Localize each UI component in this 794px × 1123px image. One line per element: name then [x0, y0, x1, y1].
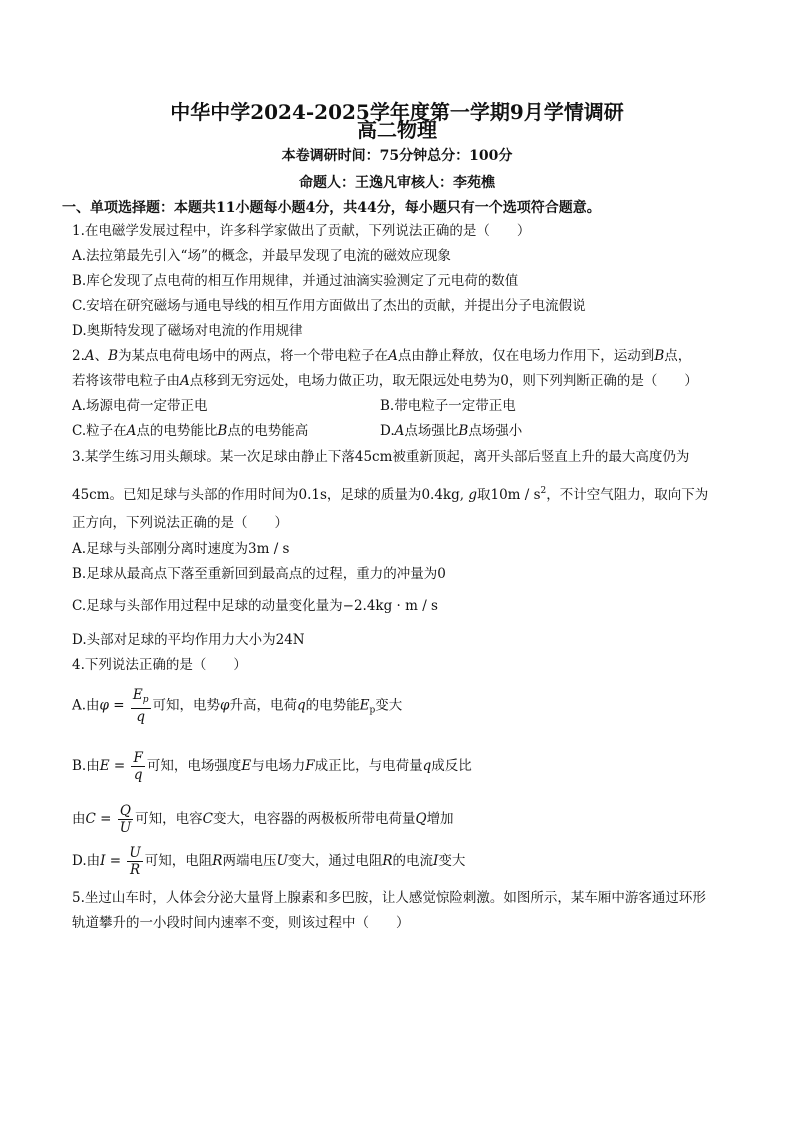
q4-option-a: A.由φ = $\frac{E_p}{q}$ 可知，电势φ升高，电荷q的电势能$E_p$变大	[72, 687, 403, 725]
q1-option-b: B.库仑发现了点电荷的相互作用规律，并通过油滴实验测定了元电荷的数值	[72, 273, 519, 289]
section-1-heading: 一、单项选择题：本题共11小题每小题4分，共44分，每小题只有一个选项符合题意。	[62, 200, 601, 216]
q2-stem-line2: 若将该带电粒子由A点移到无穷远处，电场力做正功，取无限远处电势为0，则下列判断正确的是（ ）	[72, 373, 698, 389]
time-score-info: 本卷调研时间：75分钟总分：100分	[281, 148, 513, 164]
q1-stem: 1.在电磁学发展过程中，许多科学家做出了贡献，下列说法正确的是（ ）	[72, 223, 531, 239]
q4-option-c: 由C = $\frac{Q}{U}$ 可知，电容C变大，电容器的两极板所带电荷量Q增加	[72, 803, 454, 836]
q1-option-d: D.奥斯特发现了磁场对电流的作用规律	[72, 323, 303, 339]
q2-option-a: A.场源电荷一定带正电	[72, 398, 208, 414]
exam-title: 中华中学2024-2025学年度第一学期9月学情调研	[170, 100, 624, 124]
q1-option-a: A.法拉第最先引入“场”的概念，并最早发现了电流的磁效应现象	[72, 248, 451, 264]
q3-stem-line2: 45cm。已知足球与头部的作用时间为0.1s，足球的质量为0.4kg, g取$10m / s^2$，不计空气阻力，取向下为	[72, 486, 709, 503]
q4-stem: 4.下列说法正确的是（ ）	[72, 657, 247, 673]
q5-stem-line1: 5.坐过山车时，人体会分泌大量肾上腺素和多巴胺，让人感觉惊险刺激。如图所示，某车厢中游客通过环形	[72, 890, 706, 906]
q3-option-b: B.足球从最高点下落至重新回到最高点的过程，重力的冲量为0	[72, 566, 446, 582]
q2-stem-line1: 2.A、B为某点电荷电场中的两点，将一个带电粒子在A点由静止释放，仅在电场力作用下，运动到B点，	[72, 348, 692, 364]
q3-option-a: A.足球与头部刚分离时速度为3m / s	[72, 541, 290, 557]
q2-option-d: D.A点场强比B点场强小	[380, 423, 523, 439]
q3-stem-line3: 正方向，下列说法正确的是（ ）	[72, 515, 288, 531]
subject-title: 高二物理	[357, 118, 437, 142]
q3-stem-line1: 3.某学生练习用头颠球。某一次足球由静止下落45cm被重新顶起，离开头部后竖直上升的最大高度仍为	[72, 449, 690, 465]
authors-info: 命题人：王逸凡审核人：李苑樵	[299, 175, 495, 191]
formula-ep-over-q: $\frac{E_p}{q}$	[132, 687, 149, 725]
q4-option-d: D.由I = $\frac{U}{R}$ 可知，电阻R两端电压U变大，通过电阻R的电流I变大	[72, 845, 466, 878]
q1-option-c: C.安培在研究磁场与通电导线的相互作用方面做出了杰出的贡献，并提出分子电流假说	[72, 298, 586, 314]
formula-q-over-u: $\frac{Q}{U}$	[119, 803, 132, 836]
q2-option-b: B.带电粒子一定带正电	[380, 398, 516, 414]
formula-f-over-q: $\frac{F}{q}$	[133, 750, 143, 783]
q3-option-c: C.足球与头部作用过程中足球的动量变化量为−2.4kg · m / s	[72, 598, 438, 614]
q2-option-c: C.粒子在A点的电势能比B点的电势能高	[72, 423, 309, 439]
q5-stem-line2: 轨道攀升的一小段时间内速率不变，则该过程中（ ）	[72, 915, 410, 931]
formula-u-over-r: $\frac{U}{R}$	[129, 845, 141, 878]
q4-option-b: B.由E = $\frac{F}{q}$ 可知，电场强度E与电场力F成正比，与电荷量q成反比	[72, 750, 472, 783]
q3-option-d: D.头部对足球的平均作用力大小为24N	[72, 632, 305, 648]
